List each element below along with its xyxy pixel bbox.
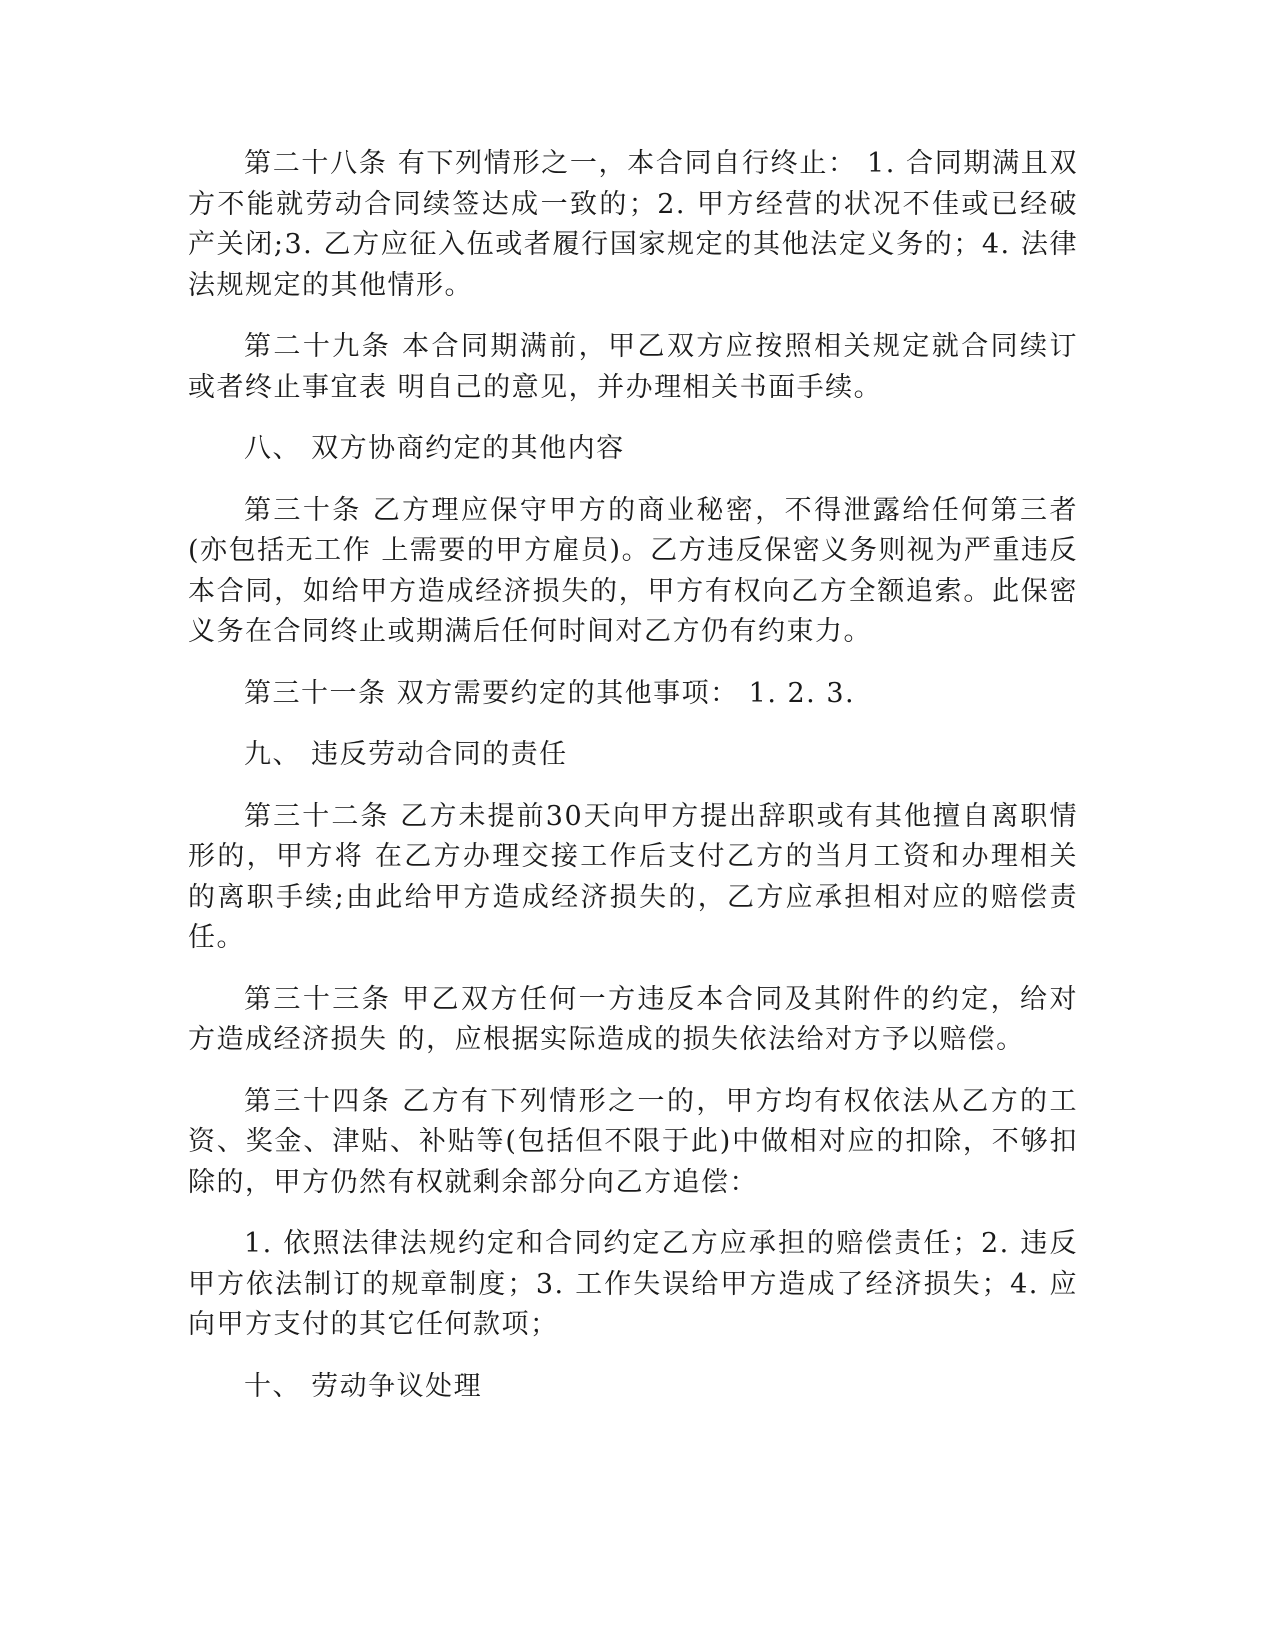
section-heading-8: 八、 双方协商约定的其他内容 bbox=[244, 433, 625, 464]
article-33: 第三十三条 甲乙双方任何一方违反本合同及其附件的约定，给对方造成经济损失 的，应根据实际造成的损失依法给对方予以赔偿。 bbox=[188, 983, 1078, 1055]
article-34: 第三十四条 乙方有下列情形之一的，甲方均有权依法从乙方的工资、奖金、津贴、补贴等(包括但不限于此)中做相对应的扣除，不够扣除的，甲方仍然有权就剩余部分向乙方追偿： bbox=[188, 1085, 1078, 1198]
article-34-items: 1. 依照法律法规约定和合同约定乙方应承担的赔偿责任；2. 违反甲方依法制订的规章制度；3. 工作失误给甲方造成了经济损失；4. 应向甲方支付的其它任何款项； bbox=[188, 1228, 1078, 1340]
article-32: 第三十二条 乙方未提前30天向甲方提出辞职或有其他擅自离职情形的，甲方将 在乙方办理交接工作后支付乙方的当月工资和办理相关的离职手续;由此给甲方造成经济损失的，乙方应承担相对应的赔偿责任。 bbox=[188, 800, 1078, 953]
document-body bbox=[188, 144, 1078, 1428]
article-29: 第二十九条 本合同期满前，甲乙双方应按照相关规定就合同续订或者终止事宜表 明自己的意见，并办理相关书面手续。 bbox=[188, 331, 1078, 403]
section-heading-10: 十、 劳动争议处理 bbox=[244, 1370, 483, 1402]
article-31: 第三十一条 双方需要约定的其他事项： 1. 2. 3. bbox=[244, 677, 856, 709]
section-heading-9: 九、 违反劳动合同的责任 bbox=[244, 739, 568, 770]
article-28: 第二十八条 有下列情形之一，本合同自行终止： 1. 合同期满且双方不能就劳动合同续签达成一致的；2. 甲方经营的状况不佳或已经破产关闭;3. 乙方应征入伍或者履行国家规定的其他法定义务的；4. 法律法规规定的其他情形。 bbox=[188, 148, 1078, 301]
article-30: 第三十条 乙方理应保守甲方的商业秘密，不得泄露给任何第三者(亦包括无工作 上需要的甲方雇员)。乙方违反保密义务则视为严重违反本合同，如给甲方造成经济损失的，甲方有权向乙方全额追索。此保密义务在合同终止或期满后任何时间对乙方仍有约束力。 bbox=[188, 494, 1078, 647]
